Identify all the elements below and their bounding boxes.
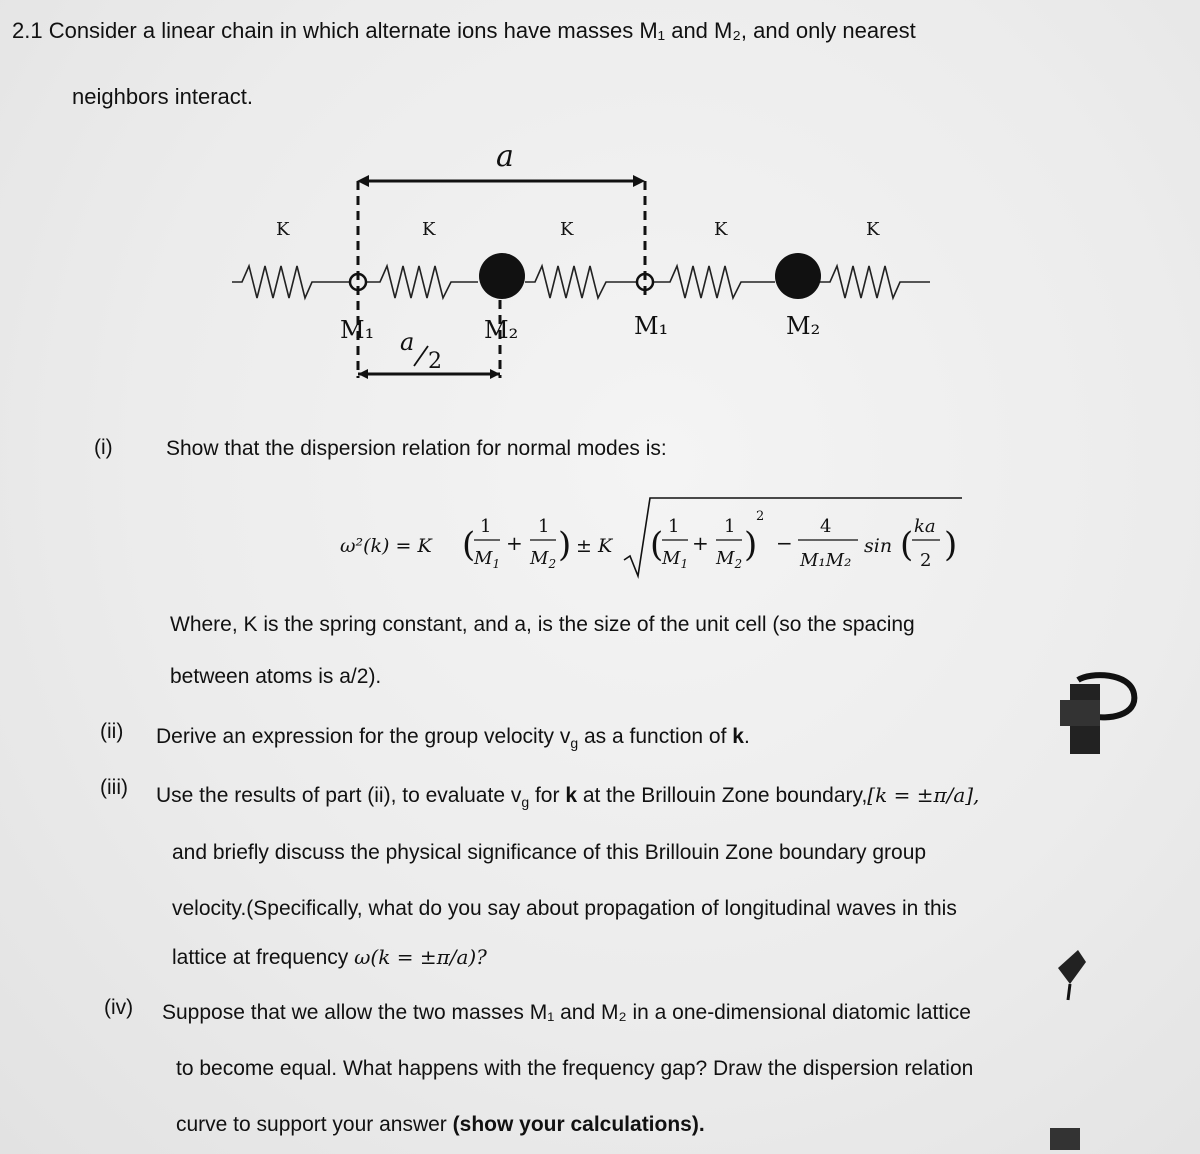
formula-m1-b: $M_1$ bbox=[662, 548, 689, 571]
problem-heading-cont: neighbors interact. bbox=[72, 84, 253, 109]
mass-m2-2 bbox=[775, 253, 821, 299]
mass-label-4: M₂ bbox=[786, 312, 821, 340]
part-i-number: (i) bbox=[94, 436, 113, 459]
svg-text:): ) bbox=[944, 525, 958, 565]
part-i-text: Show that the dispersion relation for normal modes is: bbox=[166, 437, 667, 460]
formula-lhs: ω²(k) = K bbox=[340, 535, 432, 557]
part-ii-number: (ii) bbox=[100, 720, 124, 743]
spring-label-3: K bbox=[560, 219, 574, 240]
formula-one-4: 1 bbox=[724, 516, 736, 537]
formula-plus-2: + bbox=[692, 531, 709, 555]
part-iii-line-3: velocity.(Specifically, what do you say about propagation of longitudinal waves in this bbox=[172, 897, 957, 920]
diatomic-chain-diagram bbox=[0, 0, 1200, 400]
lattice-constant-label: a bbox=[496, 139, 514, 174]
part-iii-line-4: lattice at frequency ω(k = ±π/a)? bbox=[172, 945, 487, 969]
mass-m2-1 bbox=[479, 253, 525, 299]
spring-label-1: K bbox=[276, 219, 290, 240]
part-iv-line-2: to become equal. What happens with the frequency gap? Draw the dispersion relation bbox=[176, 1057, 974, 1080]
part-i-where-2: between atoms is a/2). bbox=[170, 665, 382, 688]
formula-sin: sin bbox=[864, 535, 893, 557]
springs bbox=[232, 266, 930, 298]
part-iii-line-2: and briefly discuss the physical significance of this Brillouin Zone boundary group bbox=[172, 841, 927, 864]
formula-m2-a: $M_2$ bbox=[530, 548, 557, 571]
formula-four: 4 bbox=[820, 516, 832, 537]
scribble-mark-icon bbox=[1058, 950, 1086, 1000]
svg-text:): ) bbox=[744, 525, 758, 565]
part-iv-number: (iv) bbox=[104, 996, 134, 1019]
part-i-where-1: Where, K is the spring constant, and a, is the size of the unit cell (so the spacing bbox=[170, 613, 915, 636]
dispersion-formula bbox=[0, 490, 1200, 590]
formula-m1-a: $M_1$ bbox=[474, 548, 501, 571]
mass-label-3: M₁ bbox=[634, 312, 669, 340]
scribble-corner-icon bbox=[1050, 1128, 1080, 1150]
part-iv-line-1: Suppose that we allow the two masses M₁ and M₂ in a one-dimensional diatomic lattice bbox=[162, 1001, 971, 1024]
svg-text:(: ( bbox=[462, 525, 476, 565]
mass-label-1: M₁ bbox=[340, 316, 375, 344]
formula-one-2: 1 bbox=[538, 516, 550, 537]
formula-m2-b: $M_2$ bbox=[716, 548, 743, 571]
half-a-numerator: a bbox=[400, 328, 415, 356]
spring-label-5: K bbox=[866, 219, 880, 240]
formula-one-3: 1 bbox=[668, 516, 680, 537]
formula-square: 2 bbox=[756, 509, 765, 524]
formula-pm: ± K bbox=[576, 535, 613, 557]
svg-text:(: ( bbox=[900, 525, 914, 565]
formula-plus-1: + bbox=[506, 531, 523, 555]
formula-two: 2 bbox=[920, 550, 932, 571]
spring-label-4: K bbox=[714, 219, 728, 240]
formula-ka: ka bbox=[914, 516, 936, 537]
part-iv-line-3: curve to support your answer (show your calculations). bbox=[176, 1113, 705, 1136]
part-iii-line-1: Use the results of part (ii), to evaluate $v_g$ for k at the Brillouin Zone boundary,[k = ±π/a], bbox=[156, 783, 980, 811]
formula-minus: − bbox=[776, 531, 793, 555]
half-a-denominator: 2 bbox=[428, 349, 442, 374]
svg-text:): ) bbox=[558, 525, 572, 565]
formula-m1m2: M₁M₂ bbox=[800, 550, 852, 571]
problem-heading: 2.1 Consider a linear chain in which alternate ions have masses M₁ and M₂, and only nearest bbox=[12, 18, 916, 43]
part-ii-text: Derive an expression for the group velocity $v_g$ as a function of k. bbox=[156, 725, 750, 752]
mass-label-2: M₂ bbox=[484, 316, 519, 344]
spring-label-2: K bbox=[422, 219, 436, 240]
formula-one-1: 1 bbox=[480, 516, 492, 537]
scribble-p-icon bbox=[1060, 675, 1134, 754]
part-iii-number: (iii) bbox=[100, 776, 128, 799]
svg-text:(: ( bbox=[650, 525, 664, 565]
